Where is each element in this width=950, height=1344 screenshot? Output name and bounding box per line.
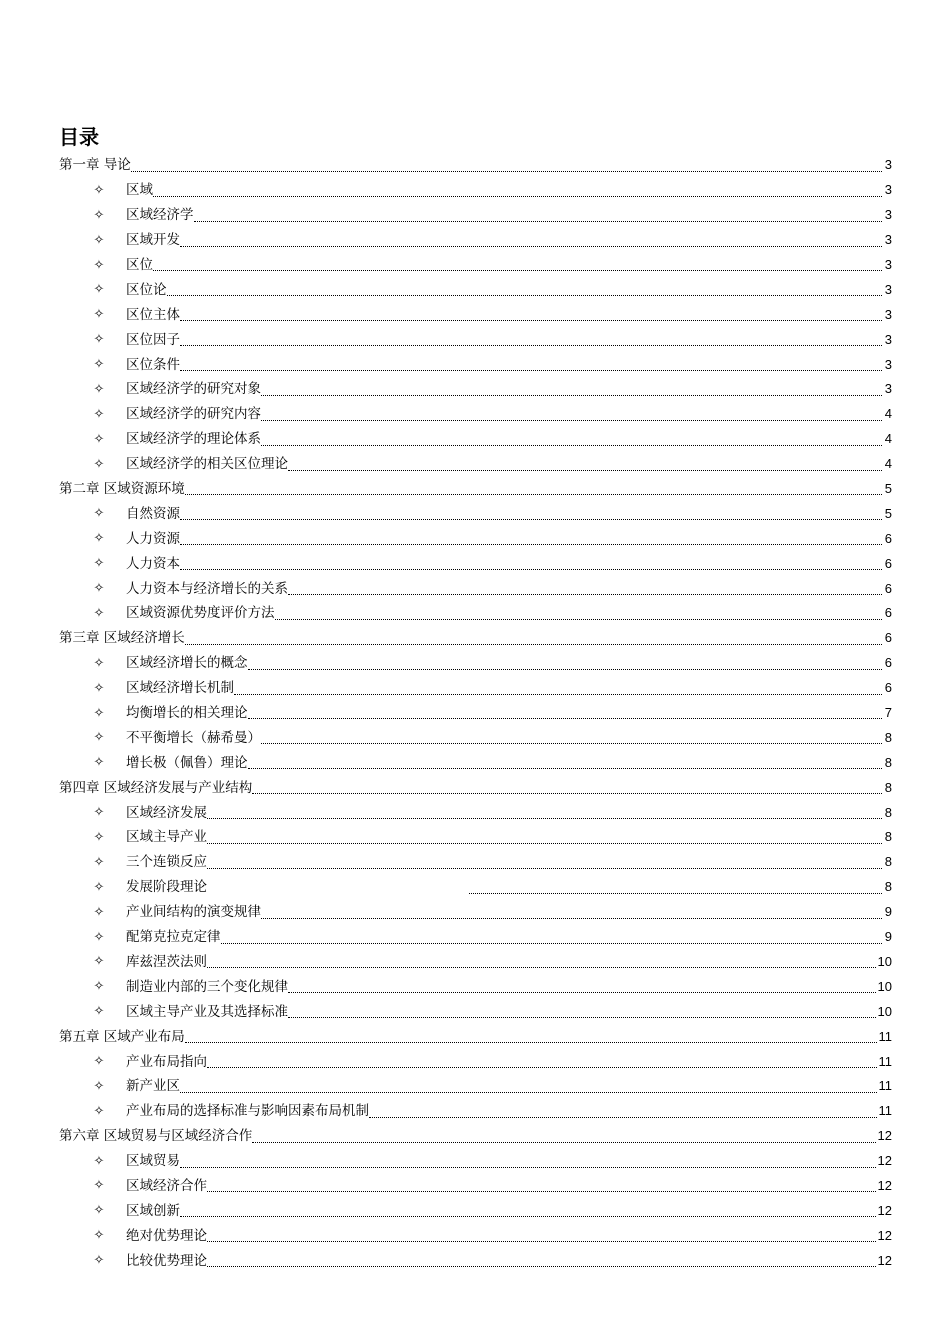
toc-page-number: 12 (877, 1252, 892, 1268)
star-bullet-icon: ✧ (93, 506, 105, 522)
toc-page-number: 12 (877, 1128, 892, 1144)
dot-leader (469, 892, 882, 894)
toc-entry-content (126, 576, 892, 601)
toc-entry-content (59, 477, 892, 502)
toc-entry-label[interactable]: 人力资本与经济增长的关系 (126, 580, 288, 597)
toc-section-entry[interactable] (0, 1198, 950, 1223)
dot-leader (185, 643, 882, 645)
dot-leader (180, 344, 882, 346)
toc-section-entry[interactable] (0, 551, 950, 576)
toc-entry-content (126, 253, 892, 278)
toc-entry-content (126, 900, 892, 925)
dot-leader (261, 419, 882, 421)
toc-page-number: 3 (884, 381, 892, 397)
toc-entry-content (126, 1174, 892, 1199)
toc-entry-content (59, 775, 892, 800)
toc-entry-content (126, 750, 892, 775)
star-bullet-icon: ✧ (93, 1178, 105, 1194)
star-bullet-icon: ✧ (93, 581, 105, 597)
star-bullet-icon: ✧ (93, 207, 105, 223)
star-bullet-icon: ✧ (93, 854, 105, 870)
star-bullet-icon: ✧ (93, 929, 105, 945)
toc-entry-content (126, 701, 892, 726)
toc-page-number: 3 (884, 207, 892, 223)
dot-leader (261, 742, 882, 744)
toc-page-number: 4 (884, 431, 892, 447)
toc-page-number: 10 (877, 978, 892, 994)
toc-entry-content (126, 1248, 892, 1273)
dot-leader (153, 195, 882, 197)
toc-entry-content (126, 352, 892, 377)
toc-page-number: 11 (878, 1103, 892, 1119)
dot-leader (180, 1091, 877, 1093)
star-bullet-icon: ✧ (93, 332, 105, 348)
toc-page-number: 3 (884, 182, 892, 198)
toc-section-entry[interactable] (0, 1223, 950, 1248)
star-bullet-icon: ✧ (93, 904, 105, 920)
toc-page-number: 12 (877, 1177, 892, 1193)
toc-section-entry[interactable] (0, 576, 950, 601)
dot-leader (234, 693, 882, 695)
toc-page-number: 6 (884, 605, 892, 621)
toc-entry-content (126, 228, 892, 253)
toc-entry-label[interactable]: 区域经济学的研究内容 (126, 406, 261, 423)
toc-chapter-entry[interactable] (0, 1124, 950, 1149)
toc-entry-label[interactable]: 第一章 导论 (59, 157, 131, 174)
star-bullet-icon: ✧ (93, 456, 105, 472)
toc-page-number: 4 (884, 406, 892, 422)
toc-entry-content (126, 800, 892, 825)
toc-entry-label[interactable]: 自然资源 (126, 505, 180, 522)
toc-entry-content (126, 950, 892, 975)
toc-entry-content (126, 526, 892, 551)
toc-entry-label[interactable]: 第五章 区域产业布局 (59, 1028, 185, 1045)
star-bullet-icon: ✧ (93, 1078, 105, 1094)
toc-page-number: 6 (884, 555, 892, 571)
toc-page-number: 8 (884, 729, 892, 745)
toc-entry-label[interactable]: 配第克拉克定律 (126, 929, 221, 946)
toc-section-entry[interactable] (0, 1174, 950, 1199)
star-bullet-icon: ✧ (93, 232, 105, 248)
dot-leader (221, 942, 883, 944)
toc-entry-label[interactable]: 第三章 区域经济增长 (59, 630, 185, 647)
toc-entry-label[interactable]: 区域资源优势度评价方法 (126, 605, 275, 622)
dot-leader (288, 593, 882, 595)
toc-entry-label[interactable]: 区域 (126, 182, 153, 199)
dot-leader (180, 1215, 876, 1217)
toc-entry-label[interactable]: 不平衡增长（赫希曼） (126, 729, 261, 746)
star-bullet-icon: ✧ (93, 307, 105, 323)
toc-entry-label[interactable]: 区域经济合作 (126, 1177, 207, 1194)
star-bullet-icon: ✧ (93, 257, 105, 273)
dot-leader (288, 991, 876, 993)
toc-chapter-entry[interactable] (0, 626, 950, 651)
toc-entry-content (59, 1024, 892, 1049)
star-bullet-icon: ✧ (93, 406, 105, 422)
toc-page-number: 8 (884, 879, 892, 895)
toc-entry-content (126, 1149, 892, 1174)
toc-page-number: 3 (884, 331, 892, 347)
toc-entry-content (126, 327, 892, 352)
toc-page-number: 10 (877, 1003, 892, 1019)
dot-leader (252, 1141, 875, 1143)
toc-section-entry[interactable] (0, 327, 950, 352)
dot-leader (185, 493, 882, 495)
dot-leader (288, 469, 882, 471)
toc-page-number: 11 (878, 1028, 892, 1044)
toc-entry-content (126, 725, 892, 750)
dot-leader (275, 618, 883, 620)
toc-entry-label[interactable]: 增长极（佩鲁）理论 (126, 754, 248, 771)
dot-leader (261, 444, 882, 446)
toc-page-number: 5 (884, 505, 892, 521)
dot-leader (261, 394, 882, 396)
star-bullet-icon: ✧ (93, 755, 105, 771)
toc-entry-label[interactable]: 区域贸易 (126, 1153, 180, 1170)
toc-entry-label[interactable]: 区域经济发展 (126, 804, 207, 821)
toc-chapter-entry[interactable] (0, 153, 950, 178)
toc-entry-label[interactable]: 三个连锁反应 (126, 854, 207, 871)
toc-page-number: 8 (884, 854, 892, 870)
toc-section-entry[interactable] (0, 253, 950, 278)
toc-entry-content (126, 651, 892, 676)
toc-section-entry[interactable] (0, 950, 950, 975)
toc-section-entry[interactable] (0, 501, 950, 526)
toc-page-number: 6 (884, 655, 892, 671)
toc-entry-label[interactable]: 产业间结构的演变规律 (126, 904, 261, 921)
toc-section-entry[interactable] (0, 974, 950, 999)
toc-entry-label[interactable]: 第六章 区域贸易与区域经济合作 (59, 1128, 253, 1145)
toc-page-number: 3 (884, 281, 892, 297)
toc-page-number: 8 (884, 779, 892, 795)
toc-section-entry[interactable] (0, 725, 950, 750)
toc-page-number: 8 (884, 804, 892, 820)
dot-leader (207, 1190, 876, 1192)
star-bullet-icon: ✧ (93, 1228, 105, 1244)
toc-entry-label[interactable]: 产业布局的选择标准与影响因素布局机制 (126, 1103, 369, 1120)
toc-page-number: 6 (884, 680, 892, 696)
dot-leader (207, 817, 882, 819)
toc-page-number: 10 (877, 953, 892, 969)
toc-page-number: 6 (884, 630, 892, 646)
toc-page-number: 11 (878, 1053, 892, 1069)
star-bullet-icon: ✧ (93, 1054, 105, 1069)
dot-leader (288, 1016, 876, 1018)
toc-entry-content (126, 277, 892, 302)
dot-leader (207, 966, 876, 968)
dot-leader (180, 245, 882, 247)
star-bullet-icon: ✧ (93, 705, 105, 721)
toc-chapter-entry[interactable] (0, 1024, 950, 1049)
toc-section-entry[interactable] (0, 651, 950, 676)
toc-list (0, 153, 950, 1273)
toc-section-entry[interactable] (0, 452, 950, 477)
toc-entry-content (126, 551, 892, 576)
toc-page-number: 8 (884, 754, 892, 770)
toc-entry-label[interactable]: 区域经济学的相关区位理论 (126, 456, 288, 473)
dot-leader (194, 220, 883, 222)
toc-entry-content (59, 153, 892, 178)
toc-entry-label[interactable]: 人力资本 (126, 555, 180, 572)
toc-entry-content (126, 1074, 892, 1099)
toc-entry-content (126, 676, 892, 701)
toc-page-number: 6 (884, 530, 892, 546)
toc-entry-content (59, 626, 892, 651)
star-bullet-icon: ✧ (93, 805, 105, 821)
toc-entry-label[interactable]: 新产业区 (126, 1078, 180, 1095)
toc-entry-label[interactable]: 绝对优势理论 (126, 1227, 207, 1244)
toc-page-number: 3 (884, 257, 892, 272)
star-bullet-icon: ✧ (93, 531, 105, 547)
toc-section-entry[interactable] (0, 427, 950, 452)
toc-entry-content (126, 402, 892, 427)
toc-section-entry[interactable] (0, 925, 950, 950)
dot-leader (248, 767, 883, 769)
toc-entry-label[interactable]: 区域经济学的研究对象 (126, 381, 261, 398)
toc-page-number: 11 (878, 1078, 892, 1094)
toc-page-number: 5 (884, 481, 892, 497)
toc-section-entry[interactable] (0, 526, 950, 551)
toc-section-entry[interactable] (0, 1248, 950, 1273)
toc-section-entry[interactable] (0, 900, 950, 925)
toc-entry-label[interactable]: 区位条件 (126, 356, 180, 373)
toc-entry-content (126, 203, 892, 228)
star-bullet-icon: ✧ (93, 182, 105, 198)
dot-leader (167, 294, 883, 296)
toc-entry-label[interactable]: 区域经济增长的概念 (126, 655, 248, 672)
star-bullet-icon: ✧ (93, 357, 105, 373)
star-bullet-icon: ✧ (93, 381, 105, 397)
toc-section-entry[interactable] (0, 825, 950, 850)
toc-entry-label[interactable]: 制造业内部的三个变化规律 (126, 978, 288, 995)
star-bullet-icon: ✧ (93, 556, 105, 572)
toc-title: 目录 (59, 125, 99, 149)
toc-page-number: 12 (877, 1227, 892, 1243)
toc-section-entry[interactable] (0, 1074, 950, 1099)
toc-section-entry[interactable] (0, 750, 950, 775)
toc-entry-label[interactable]: 第二章 区域资源环境 (59, 481, 185, 498)
toc-page-number: 3 (884, 157, 892, 173)
dot-leader (207, 1265, 876, 1267)
toc-entry-content (126, 875, 892, 900)
toc-entry-label[interactable]: 第四章 区域经济发展与产业结构 (59, 779, 253, 796)
toc-section-entry[interactable] (0, 850, 950, 875)
star-bullet-icon: ✧ (93, 1004, 105, 1020)
toc-entry-content (126, 427, 892, 452)
dot-leader (185, 1041, 877, 1043)
toc-entry-content (126, 1099, 892, 1124)
dot-leader (153, 269, 882, 271)
toc-entry-content (126, 452, 892, 477)
toc-entry-label[interactable]: 区域主导产业 (126, 829, 207, 846)
toc-page-number: 12 (877, 1153, 892, 1169)
toc-entry-label[interactable]: 区域经济学的理论体系 (126, 431, 261, 448)
dot-leader (180, 568, 882, 570)
star-bullet-icon: ✧ (93, 954, 105, 970)
dot-leader (131, 170, 882, 172)
dot-leader (180, 369, 882, 371)
toc-section-entry[interactable] (0, 1049, 950, 1074)
toc-entry-label[interactable]: 区域主导产业及其选择标准 (126, 1003, 288, 1020)
toc-page-number: 3 (884, 232, 892, 248)
star-bullet-icon: ✧ (93, 1203, 105, 1219)
star-bullet-icon: ✧ (93, 1153, 105, 1169)
star-bullet-icon: ✧ (93, 879, 105, 895)
star-bullet-icon: ✧ (93, 680, 105, 696)
dot-leader (207, 842, 882, 844)
toc-section-entry[interactable] (0, 178, 950, 203)
toc-entry-content (126, 1223, 892, 1248)
toc-entry-content (126, 1049, 892, 1074)
star-bullet-icon: ✧ (93, 431, 105, 447)
dot-leader (369, 1116, 877, 1118)
dot-leader (180, 543, 882, 545)
toc-section-entry[interactable] (0, 377, 950, 402)
toc-entry-label[interactable]: 区位 (126, 257, 153, 273)
toc-entry-label[interactable]: 库兹涅茨法则 (126, 953, 207, 970)
toc-entry-content (59, 1124, 892, 1149)
dot-leader (248, 717, 883, 719)
toc-entry-label[interactable]: 区位论 (126, 281, 167, 298)
toc-entry-content (126, 925, 892, 950)
toc-page-number: 9 (884, 929, 892, 945)
toc-page-number: 12 (877, 1202, 892, 1218)
toc-entry-content (126, 178, 892, 203)
dot-leader (207, 1066, 877, 1068)
toc-entry-label[interactable]: 区域经济增长机制 (126, 680, 234, 697)
toc-section-entry[interactable] (0, 800, 950, 825)
toc-section-entry[interactable] (0, 875, 950, 900)
star-bullet-icon: ✧ (93, 829, 105, 845)
toc-entry-content (126, 850, 892, 875)
toc-entry-content (126, 1198, 892, 1223)
toc-page-number: 6 (884, 580, 892, 596)
toc-entry-label[interactable]: 区域经济学 (126, 207, 194, 224)
toc-section-entry[interactable] (0, 352, 950, 377)
toc-section-entry[interactable] (0, 203, 950, 228)
dot-leader (180, 319, 882, 321)
dot-leader (252, 792, 882, 794)
toc-section-entry[interactable] (0, 402, 950, 427)
toc-entry-content (126, 974, 892, 999)
toc-chapter-entry[interactable] (0, 477, 950, 502)
toc-section-entry[interactable] (0, 277, 950, 302)
toc-chapter-entry[interactable] (0, 775, 950, 800)
star-bullet-icon: ✧ (93, 605, 105, 621)
toc-entry-label[interactable]: 人力资源 (126, 530, 180, 547)
toc-entry-content (126, 825, 892, 850)
toc-entry-content (126, 302, 892, 327)
toc-entry-content (126, 501, 892, 526)
toc-entry-content (126, 377, 892, 402)
dot-leader (248, 668, 883, 670)
toc-entry-label[interactable]: 均衡增长的相关理论 (126, 705, 248, 722)
toc-section-entry[interactable] (0, 601, 950, 626)
toc-entry-label[interactable]: 区域开发 (126, 232, 180, 249)
star-bullet-icon: ✧ (93, 655, 105, 671)
dot-leader (261, 917, 882, 919)
toc-section-entry[interactable] (0, 228, 950, 253)
toc-page-number: 4 (884, 456, 892, 472)
toc-section-entry[interactable] (0, 302, 950, 327)
toc-page-number: 9 (884, 904, 892, 920)
toc-entry-content (126, 601, 892, 626)
toc-page-number: 8 (884, 829, 892, 845)
toc-section-entry[interactable] (0, 676, 950, 701)
dot-leader (207, 1240, 876, 1242)
toc-page-number: 3 (884, 306, 892, 322)
toc-entry-label[interactable]: 区域创新 (126, 1202, 180, 1219)
toc-entry-label[interactable]: 区位因子 (126, 331, 180, 348)
toc-section-entry[interactable] (0, 999, 950, 1024)
dot-leader (180, 1166, 876, 1168)
dot-leader (207, 867, 882, 869)
toc-entry-content (126, 999, 892, 1024)
toc-entry-label[interactable]: 发展阶段理论 (126, 879, 207, 896)
star-bullet-icon: ✧ (93, 1253, 105, 1269)
toc-section-entry[interactable] (0, 1149, 950, 1174)
toc-entry-label[interactable]: 区位主体 (126, 306, 180, 323)
star-bullet-icon: ✧ (93, 730, 105, 746)
toc-entry-label[interactable]: 比较优势理论 (126, 1252, 207, 1269)
star-bullet-icon: ✧ (93, 979, 105, 995)
toc-page-number: 3 (884, 356, 892, 372)
toc-page-number: 7 (884, 705, 892, 721)
toc-entry-label[interactable]: 产业布局指向 (126, 1053, 207, 1070)
toc-section-entry[interactable] (0, 1099, 950, 1124)
dot-leader (180, 518, 882, 520)
toc-section-entry[interactable] (0, 701, 950, 726)
star-bullet-icon: ✧ (93, 1103, 105, 1119)
star-bullet-icon: ✧ (93, 282, 105, 298)
